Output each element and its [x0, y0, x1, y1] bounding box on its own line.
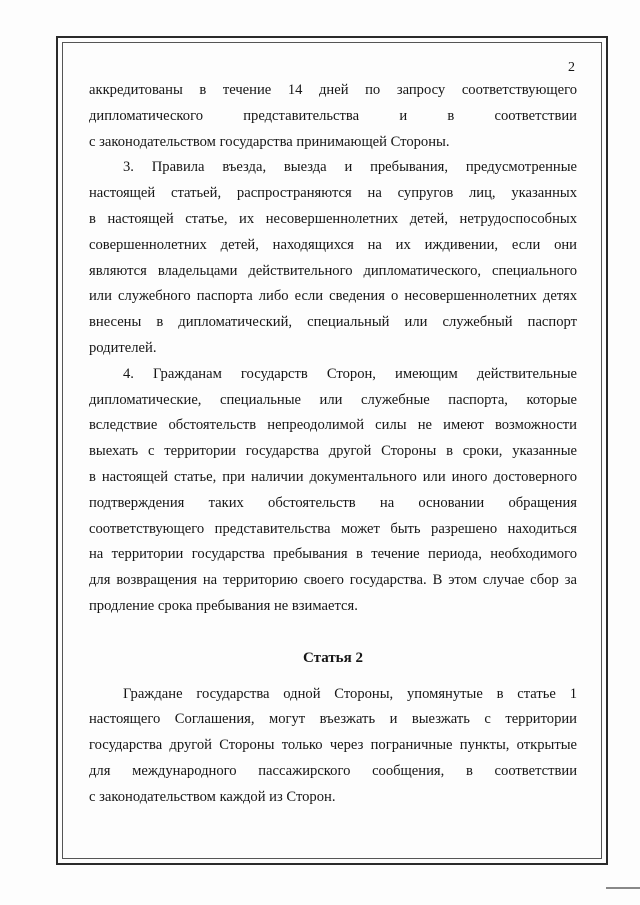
scan-artifact [606, 887, 640, 889]
text-line: с законодательством каждой из Сторон. [89, 788, 336, 805]
text-line: в настоящей статье, их несовершеннолетних детей, нетрудоспособных [89, 210, 577, 227]
text-line: дипломатические, специальные или служебные паспорта, которые [89, 391, 577, 408]
text-line: 4. Гражданам государств Сторон, имеющим действительные [123, 365, 577, 382]
text-line: настоящего Соглашения, могут въезжать и выезжать с территории [89, 711, 577, 728]
text-line: внесены в дипломатический, специальный или служебный паспорт [89, 314, 577, 331]
text-line: аккредитованы в течение 14 дней по запросу соответствующего [89, 82, 577, 98]
text-line: продление срока пребывания не взимается. [89, 597, 358, 614]
text-line: вследствие обстоятельств непреодолимой силы не имеют возможности [89, 417, 577, 434]
document-body [89, 78, 577, 811]
text-line: для международного пассажирского сообщения, в соответствии [89, 762, 577, 779]
text-line: дипломатического представительства и в соответствии [89, 107, 577, 124]
text-line: на территории государства пребывания в течение периода, необходимого [89, 546, 577, 563]
article-heading: Статья 2 [303, 649, 363, 666]
text-line: 3. Правила въезда, выезда и пребывания, предусмотренные [123, 159, 577, 176]
text-line: для возвращения на территорию своего государства. В этом случае сбор за [89, 572, 577, 589]
text-line: совершеннолетних детей, находящихся на их иждивении, если они [89, 236, 577, 253]
text-line: соответствующего представительства может быть разрешено находиться [89, 520, 577, 537]
paragraph [89, 155, 577, 361]
paragraph [89, 362, 577, 620]
article-1-continuation [89, 78, 577, 620]
text-line: являются владельцами действительного дипломатического, специального [89, 262, 577, 279]
text-line: настоящей статьей, распространяются на супругов лиц, указанных [89, 185, 577, 202]
page-number: 2 [568, 60, 575, 75]
text-line: выехать с территории государства другой Стороны в сроки, указанные [89, 443, 577, 460]
paragraph [89, 78, 577, 155]
text-line: в настоящей статье, при наличии документального или иного достоверного [89, 468, 577, 485]
article-2-body [89, 682, 577, 811]
text-line: с законодательством государства принимающей Стороны. [89, 133, 450, 150]
text-line: или служебного паспорта либо если сведения о несовершеннолетних детях [89, 288, 577, 305]
paragraph [89, 682, 577, 811]
text-line: родителей. [89, 339, 157, 356]
text-line: подтверждения таких обстоятельств на основании обращения [89, 494, 577, 511]
text-line: Граждане государства одной Стороны, упомянутые в статье 1 [123, 685, 577, 702]
text-line: государства другой Стороны только через пограничные пункты, открытые [89, 737, 577, 754]
